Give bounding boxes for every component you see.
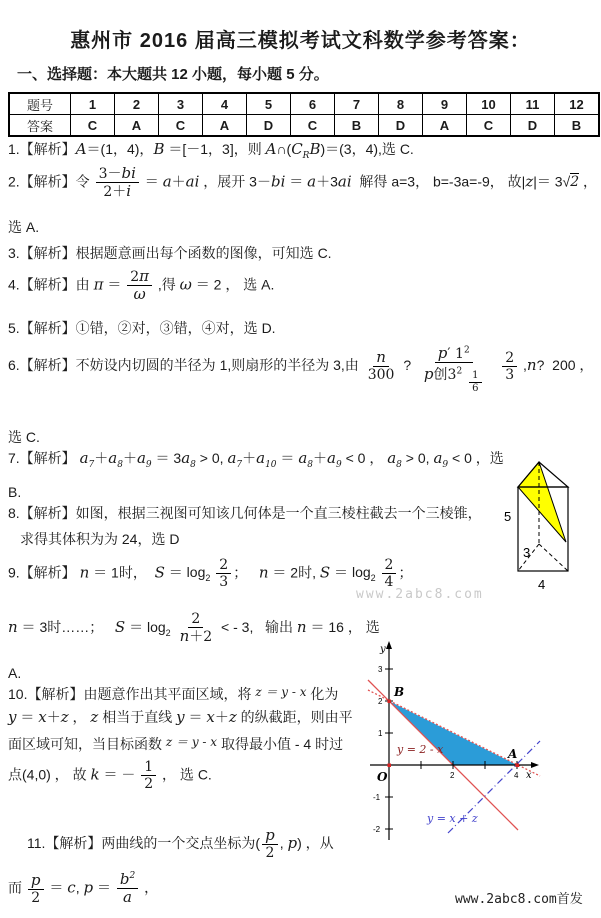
section-heading: 一、选择题：本大题共 12 小题，每小题 5 分。 xyxy=(17,66,329,83)
question-number-cell: 6 xyxy=(291,93,335,115)
y-axis-label: y xyxy=(380,644,386,655)
explanation-10-continued: 点(4,0) ， 故 k ＝ － $\frac{1}{2}$ ， 选 C. xyxy=(8,759,212,793)
watermark-mid: www.2abc8.com xyxy=(356,587,484,602)
question-number-cell: 12 xyxy=(555,93,600,115)
answer-cell: D xyxy=(247,115,291,137)
point-a-label: A xyxy=(508,747,518,761)
answer-cell: A xyxy=(203,115,247,137)
answer-cell: D xyxy=(511,115,555,137)
watermark-footer: www.2abc8.com首发 xyxy=(455,892,583,907)
origin-dot xyxy=(388,764,392,768)
line2-equation-label: y = x + z xyxy=(427,812,478,825)
answer-table xyxy=(8,92,600,137)
question-number-cell: 8 xyxy=(379,93,423,115)
explanation-9: 9.【解析】 n ＝ 1时， $S = \log_2$ $\frac{2}{3}$ ； n ＝ 2时, $S = \log_2$ $\frac{2}{4}$ ； xyxy=(8,557,413,591)
explanation-2-choice: 选 A. xyxy=(8,219,40,235)
line1-equation-label: y = 2 - x xyxy=(397,743,444,756)
y-tick-1: 1 xyxy=(378,729,383,738)
answer-cell: C xyxy=(291,115,335,137)
row-label: 答案 xyxy=(9,115,71,137)
answer-cell: B xyxy=(555,115,600,137)
answer-cell: C xyxy=(467,115,511,137)
explanation-5: 5.【解析】①错，②对，③错，④对，选 D. xyxy=(8,320,276,336)
explanation-11-continued: 而 $\frac{p}{2}$ ＝ c, p ＝ $\frac{b^2}{a}$ ， xyxy=(8,870,159,907)
question-number-cell: 1 xyxy=(71,93,115,115)
prism-figure xyxy=(497,444,587,598)
answer-cell: A xyxy=(115,115,159,137)
point-a-dot xyxy=(516,764,520,768)
explanation-3: 3.【解析】根据题意画出每个函数的图像，可知选 C. xyxy=(8,245,332,261)
y-tick-neg2: -2 xyxy=(373,825,381,834)
y-axis-arrow-icon xyxy=(386,641,392,649)
explanation-2: 2.【解析】令 $\frac{3-bi}{2+i}$ ＝ a＋ai ，展开 3－bi ＝ a＋3ai 解得 a=3， b=-3a=-9， 故|z|＝ 3√2 ， xyxy=(8,164,598,201)
explanation-1: 1.【解析】A＝(1，4)，B ＝[－1，3]，则 $A\cap(C_RB)=(3$，4),选 C. xyxy=(8,140,414,161)
explanation-6-choice: 选 C. xyxy=(8,429,40,445)
feasible-region-graph xyxy=(368,638,601,846)
point-b-label: B xyxy=(394,685,405,699)
y-tick-3: 3 xyxy=(378,665,383,674)
prism-depth-label: 3 xyxy=(523,545,531,560)
question-number-cell: 3 xyxy=(159,93,203,115)
question-number-cell: 5 xyxy=(247,93,291,115)
answer-cell: B xyxy=(335,115,379,137)
x-tick-4: 4 xyxy=(514,771,519,780)
question-number-cell: 10 xyxy=(467,93,511,115)
row-label: 题号 xyxy=(9,93,71,115)
explanation-7-choice: B. xyxy=(8,484,22,500)
question-number-cell: 7 xyxy=(335,93,379,115)
prism-height-label: 5 xyxy=(504,509,512,524)
answer-row xyxy=(9,115,599,137)
question-number-cell: 11 xyxy=(511,93,555,115)
page-title: 惠州市 2016 届高三模拟考试文科数学参考答案： xyxy=(70,30,531,52)
explanation-7: 7.【解析】 $a_7+a_8+a_9 = 3a_8 > 0$, $a_7+a_{10} = a_8+a_9 < 0$ ， $a_8 > 0$, $a_9 < 0$ ，选 xyxy=(8,449,504,470)
explanation-8: 8.【解析】如图，根据三视图可知该几何体是一个直三棱柱截去一个三棱锥， xyxy=(8,505,482,521)
answer-cell: C xyxy=(71,115,115,137)
y-tick-2: 2 xyxy=(378,697,383,706)
x-axis-arrow-icon xyxy=(531,762,539,768)
explanation-4: 4.【解析】由 π ＝ $\frac{2\pi}{\omega}$ ,得 ω ＝ 2 ， 选 A. xyxy=(8,267,275,304)
explanation-10-continued: 面区域可知，当目标函数 z ＝ y - x 取得最小值 - 4 时过 xyxy=(8,735,344,752)
origin-label: O xyxy=(377,770,388,784)
point-b-dot xyxy=(388,700,392,704)
question-number-cell: 2 xyxy=(115,93,159,115)
explanation-11: 11.【解析】两曲线的一个交点坐标为( $\frac{p}{2}$ , p) ，从 xyxy=(27,826,334,862)
prism-base-label: 4 xyxy=(538,577,546,592)
answer-cell: A xyxy=(423,115,467,137)
explanation-10-continued: y ＝ x＋z ， z 相当于直线 y ＝ x＋z 的纵截距，则由平 xyxy=(8,708,353,726)
explanation-9-choice: A. xyxy=(8,665,22,681)
answer-cell: D xyxy=(379,115,423,137)
question-number-row xyxy=(9,93,599,115)
explanation-10: 10.【解析】由题意作出其平面区域，将 z ＝ y - x 化为 xyxy=(8,685,339,702)
question-number-cell: 9 xyxy=(423,93,467,115)
explanation-9-continued: n ＝ 3时……； $S = \log_2$ $\frac{2}{n+2}$ < - 3, 输出 n ＝ 16 ， 选 xyxy=(8,611,380,646)
x-axis-label: x xyxy=(526,770,532,781)
answer-cell: C xyxy=(159,115,203,137)
question-number-cell: 4 xyxy=(203,93,247,115)
prism-yellow-section xyxy=(518,462,566,542)
explanation-6: 6.【解析】不妨设内切圆的半径为 1,则扇形的半径为 3,由 $\frac{n}{300}$ ? p′ $1^2$ p创$3^2$ $\frac{1}{6}$ $\frac{2}{3}$ ,n? 200 ， xyxy=(8,344,594,394)
y-tick-neg1: -1 xyxy=(373,793,381,802)
explanation-8-continued: 求得其体积为为 24，选 D xyxy=(20,531,180,547)
x-tick-2: 2 xyxy=(450,771,455,780)
